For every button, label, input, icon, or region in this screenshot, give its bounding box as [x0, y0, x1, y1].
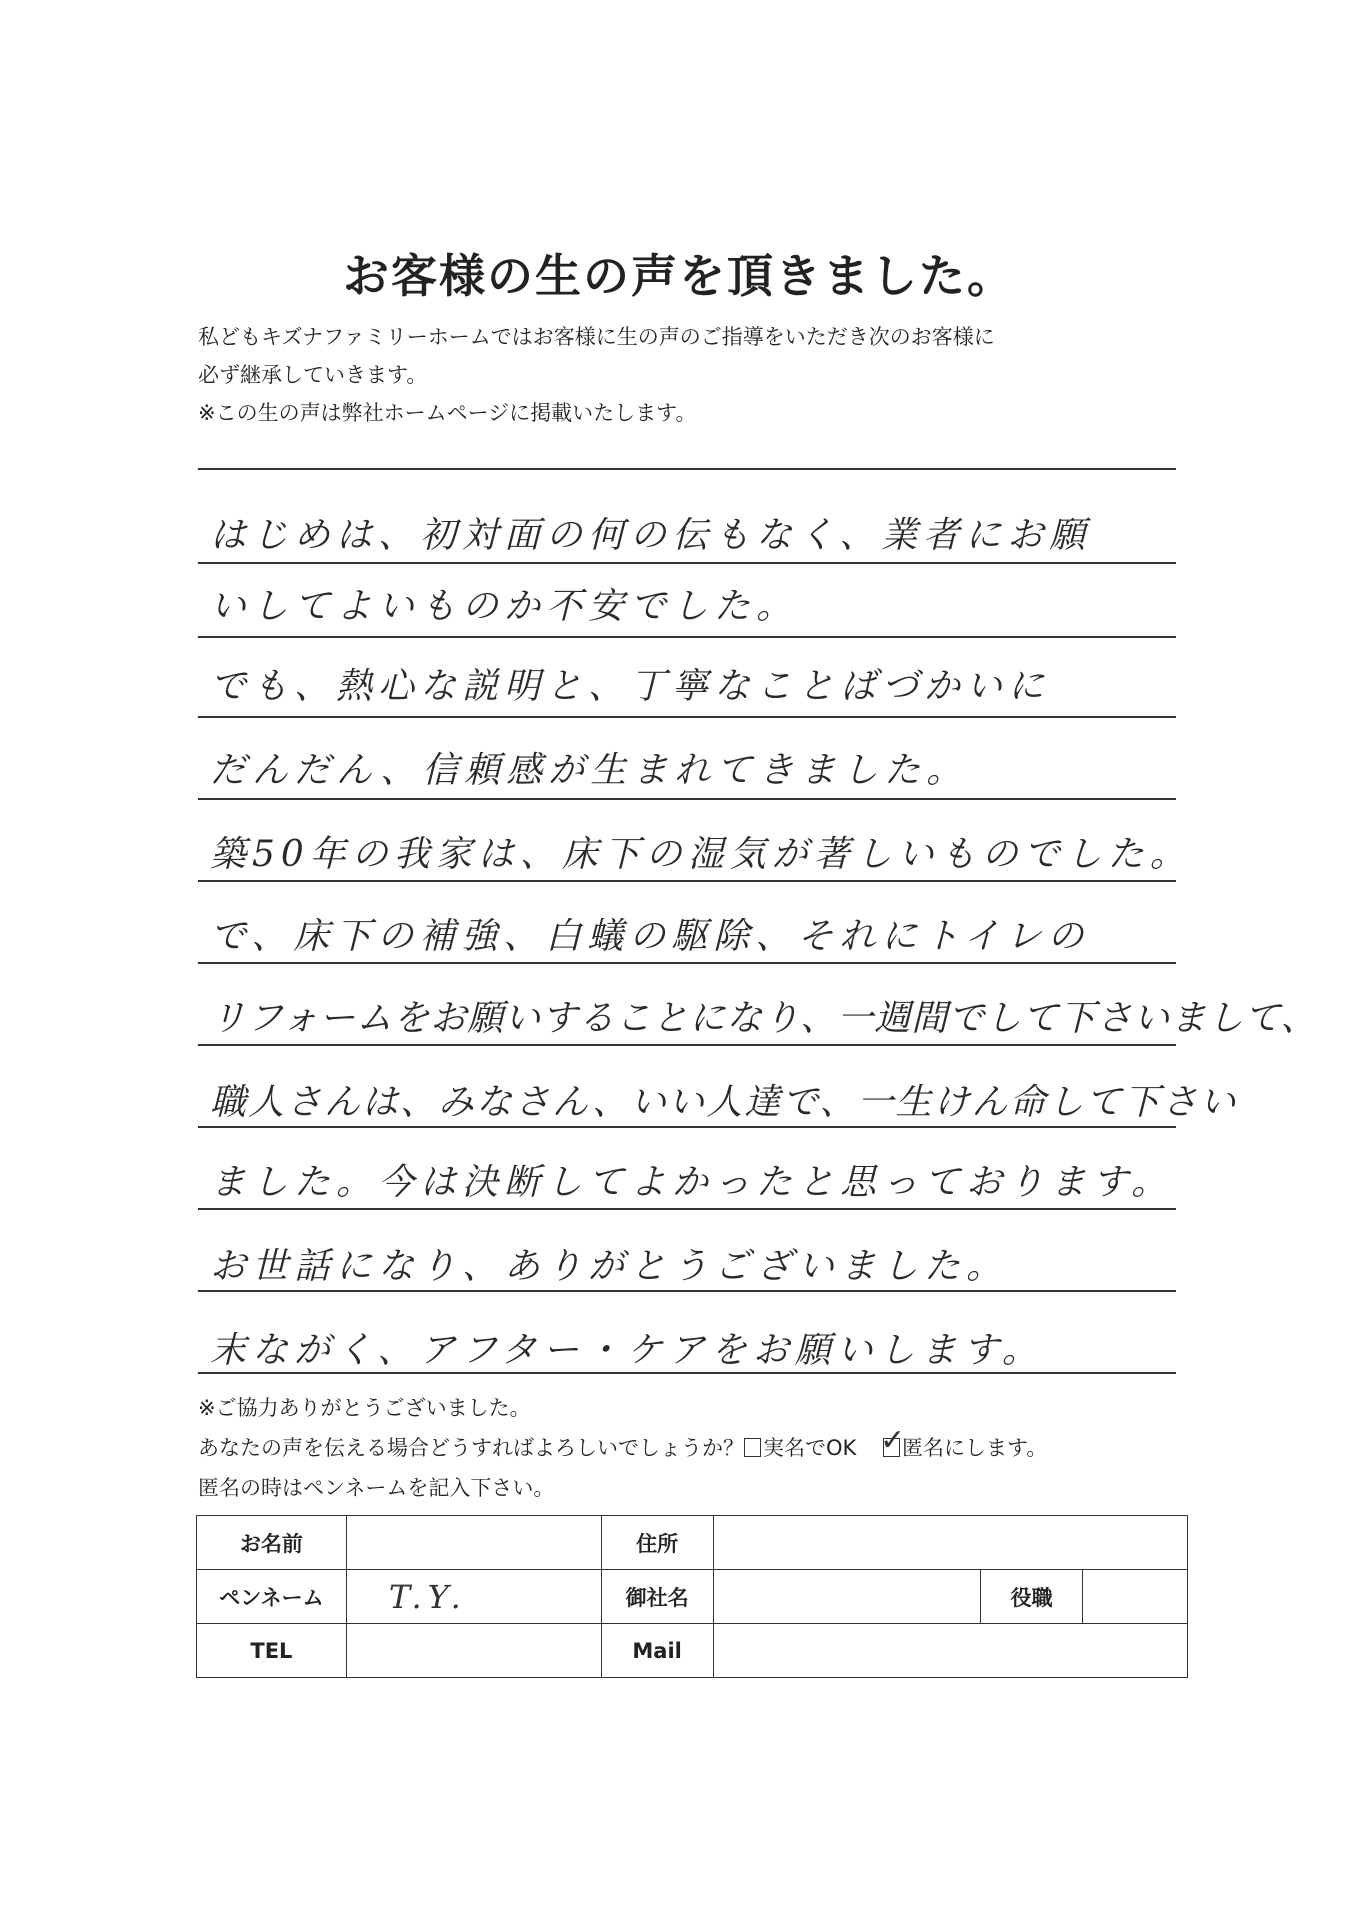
- consent-question: [198, 1423, 1048, 1462]
- address-field[interactable]: [713, 1516, 1187, 1570]
- handwritten-line: いしてよいものか不安でした。: [210, 586, 799, 627]
- mail-label: Mail: [601, 1624, 713, 1678]
- penname-instruction: 匿名の時はペンネームを記入下さい。: [198, 1476, 555, 1500]
- intro-line-2: 必ず継承していきます。: [198, 363, 428, 387]
- tel-field[interactable]: [346, 1624, 601, 1678]
- name-field[interactable]: [346, 1516, 601, 1570]
- name-label: お名前: [197, 1516, 347, 1570]
- handwritten-line: ました。今は決断してよかったと思っております。: [210, 1162, 1174, 1203]
- ruled-line: [198, 880, 1176, 882]
- handwritten-line: はじめは、初対面の何の伝もなく、業者にお願: [210, 515, 1092, 556]
- position-field[interactable]: [1083, 1570, 1188, 1624]
- handwritten-line: 築50年の我家は、床下の湿気が著しいものでした。: [210, 834, 1192, 875]
- table-row: [197, 1624, 1188, 1678]
- company-label: 御社名: [601, 1570, 713, 1624]
- position-label: 役職: [981, 1570, 1083, 1624]
- ruled-line: [198, 1208, 1176, 1210]
- handwritten-line: だんだん、信頼感が生まれてきました。: [210, 750, 969, 791]
- ruled-line: [198, 1372, 1176, 1374]
- ruled-line: [198, 636, 1176, 638]
- top-divider: [198, 468, 1176, 470]
- handwritten-line: 末ながく、アフター・ケアをお願いします。: [210, 1330, 1044, 1371]
- real-name-option-label: 実名でOK: [763, 1436, 857, 1460]
- ruled-line: [198, 716, 1176, 718]
- ruled-line: [198, 798, 1176, 800]
- real-name-checkbox[interactable]: [744, 1438, 761, 1457]
- anonymous-checkbox[interactable]: [880, 1423, 906, 1458]
- intro-line-1: 私どもキズナファミリーホームではお客様に生の声のご指導をいただき次のお客様に: [198, 325, 995, 349]
- penname-label: ペンネーム: [197, 1570, 347, 1624]
- handwritten-line: でも、熱心な説明と、丁寧なことばづかいに: [210, 666, 1051, 707]
- handwritten-line: リフォームをお願いすることになり、一週間でして下さいまして、: [210, 998, 1318, 1039]
- intro-line-3: ※この生の声は弊社ホームページに掲載いたします。: [198, 401, 697, 425]
- table-row: [197, 1570, 1188, 1624]
- mail-field[interactable]: [713, 1624, 1187, 1678]
- ruled-line: [198, 1290, 1176, 1292]
- ruled-line: [198, 1126, 1176, 1128]
- address-label: 住所: [601, 1516, 713, 1570]
- contact-info-table: [196, 1515, 1188, 1678]
- handwritten-line: で、床下の補強、白蟻の駆除、それにトイレの: [210, 916, 1090, 957]
- company-field[interactable]: [713, 1570, 981, 1624]
- penname-value: T.Y.: [388, 1577, 467, 1616]
- ruled-line: [198, 1044, 1176, 1046]
- tel-label: TEL: [197, 1624, 347, 1678]
- page-title: お客様の生の声を頂きました。: [343, 249, 1015, 303]
- anonymous-option-label: 匿名にします。: [902, 1436, 1048, 1460]
- check-mark-icon: ✓: [880, 1423, 906, 1458]
- handwritten-line: 職人さんは、みなさん、いい人達で、一生けん命して下さい: [210, 1082, 1238, 1123]
- consent-question-text: あなたの声を伝える場合どうすればよろしいでしょうか？: [198, 1436, 744, 1460]
- ruled-line: [198, 962, 1176, 964]
- thanks-note: ※ご協力ありがとうございました。: [198, 1396, 531, 1420]
- ruled-line: [198, 562, 1176, 564]
- table-row: [197, 1516, 1188, 1570]
- penname-field[interactable]: [346, 1570, 601, 1624]
- handwritten-line: お世話になり、ありがとうございました。: [210, 1246, 1009, 1287]
